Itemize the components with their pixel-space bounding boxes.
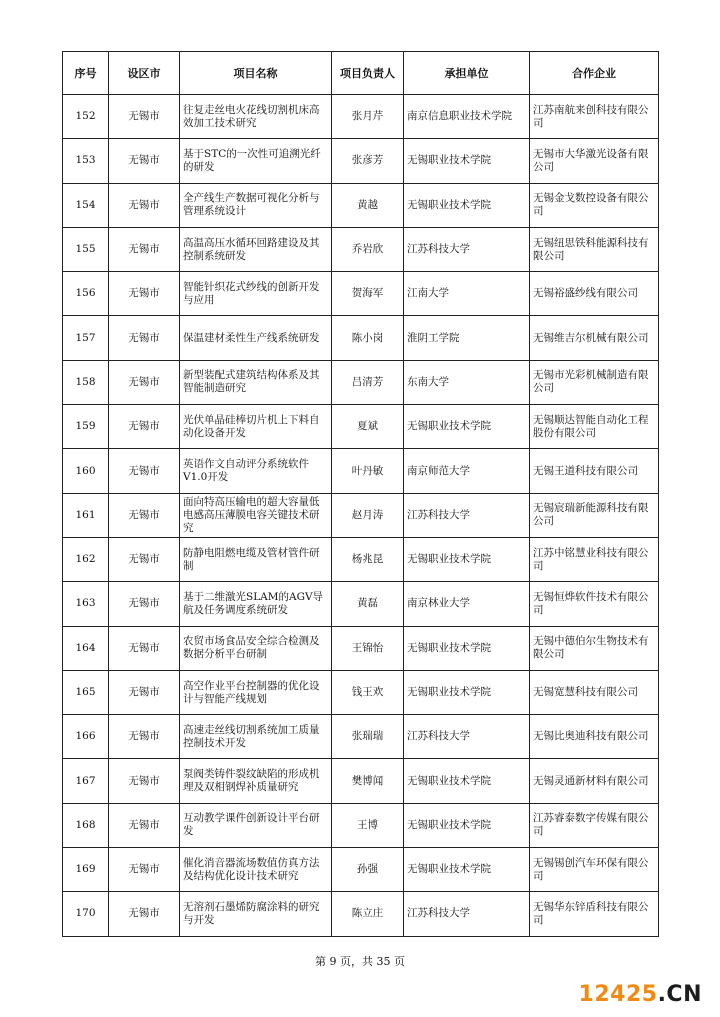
- cell-institution: 南京师范大学: [404, 449, 530, 493]
- table-row: [63, 183, 659, 227]
- table-row: [63, 139, 659, 183]
- cell-city: 无锡市: [109, 626, 180, 670]
- page-footer: 第 9 页，共 35 页: [315, 955, 405, 968]
- cell-city: 无锡市: [109, 670, 180, 714]
- cell-leader: 陈小岗: [332, 316, 404, 360]
- header-partner: 合作企业: [530, 52, 659, 95]
- cell-city: 无锡市: [109, 139, 180, 183]
- cell-index: 155: [63, 227, 109, 271]
- cell-institution: 无锡职业技术学院: [404, 848, 530, 892]
- table-row: [63, 405, 659, 449]
- cell-leader: 孙强: [332, 848, 404, 892]
- cell-city: 无锡市: [109, 493, 180, 537]
- cell-city: 无锡市: [109, 183, 180, 227]
- cell-institution: 无锡职业技术学院: [404, 183, 530, 227]
- cell-institution: 无锡职业技术学院: [404, 537, 530, 581]
- cell-institution: 无锡职业技术学院: [404, 803, 530, 847]
- cell-partner: 无锡王道科技有限公司: [530, 449, 659, 493]
- cell-index: 170: [63, 892, 109, 936]
- cell-project-name: 保温建材柔性生产线系统研发: [180, 316, 332, 360]
- cell-partner: 江苏睿泰数字传媒有限公司: [530, 803, 659, 847]
- table-row: [63, 316, 659, 360]
- cell-project-name: 无溶剂石墨烯防腐涂料的研究与开发: [180, 892, 332, 936]
- cell-leader: 樊博闻: [332, 759, 404, 803]
- cell-index: 161: [63, 493, 109, 537]
- cell-project-name: 全产线生产数据可视化分析与管理系统设计: [180, 183, 332, 227]
- cell-institution: 南京林业大学: [404, 582, 530, 626]
- cell-leader: 张彦芳: [332, 139, 404, 183]
- cell-index: 156: [63, 272, 109, 316]
- cell-leader: 叶丹敏: [332, 449, 404, 493]
- header-institution: 承担单位: [404, 52, 530, 95]
- cell-institution: 无锡职业技术学院: [404, 626, 530, 670]
- cell-partner: 无锡中德伯尔生物技术有限公司: [530, 626, 659, 670]
- cell-institution: 无锡职业技术学院: [404, 139, 530, 183]
- cell-project-name: 高速走丝线切割系统加工质量控制技术开发: [180, 715, 332, 759]
- cell-project-name: 催化消音器流场数值仿真方法及结构优化设计技术研究: [180, 848, 332, 892]
- table-row: [63, 803, 659, 847]
- cell-leader: 张月芹: [332, 95, 404, 139]
- cell-index: 152: [63, 95, 109, 139]
- cell-index: 165: [63, 670, 109, 714]
- cell-institution: 无锡职业技术学院: [404, 670, 530, 714]
- cell-institution: 江苏科技大学: [404, 227, 530, 271]
- table-row: [63, 670, 659, 714]
- cell-leader: 黄磊: [332, 582, 404, 626]
- project-table: [62, 51, 659, 937]
- cell-index: 159: [63, 405, 109, 449]
- cell-institution: 无锡职业技术学院: [404, 759, 530, 803]
- cell-city: 无锡市: [109, 848, 180, 892]
- table-row: [63, 892, 659, 936]
- cell-institution: 江苏科技大学: [404, 715, 530, 759]
- header-leader: 项目负责人: [332, 52, 404, 95]
- cell-city: 无锡市: [109, 582, 180, 626]
- cell-index: 163: [63, 582, 109, 626]
- cell-project-name: 高空作业平台控制器的优化设计与智能产线规划: [180, 670, 332, 714]
- cell-index: 160: [63, 449, 109, 493]
- cell-index: 164: [63, 626, 109, 670]
- cell-project-name: 基于二维激光SLAM的AGV导航及任务调度系统研发: [180, 582, 332, 626]
- cell-institution: 东南大学: [404, 360, 530, 404]
- table-row: [63, 759, 659, 803]
- cell-leader: 贺海军: [332, 272, 404, 316]
- cell-project-name: 智能针织花式纱线的创新开发与应用: [180, 272, 332, 316]
- cell-leader: 钱王欢: [332, 670, 404, 714]
- cell-project-name: 互动教学课件创新设计平台研发: [180, 803, 332, 847]
- cell-city: 无锡市: [109, 537, 180, 581]
- cell-leader: 乔岩欣: [332, 227, 404, 271]
- table-row: [63, 227, 659, 271]
- cell-city: 无锡市: [109, 316, 180, 360]
- cell-city: 无锡市: [109, 95, 180, 139]
- cell-project-name: 泵阀类铸件裂纹缺陷的形成机理及双相钢焊补质量研究: [180, 759, 332, 803]
- cell-project-name: 高温高压水循环回路建设及其控制系统研发: [180, 227, 332, 271]
- table-row: [63, 272, 659, 316]
- cell-institution: 江苏科技大学: [404, 892, 530, 936]
- cell-leader: 杨兆昆: [332, 537, 404, 581]
- cell-project-name: 农贸市场食品安全综合检测及数据分析平台研制: [180, 626, 332, 670]
- cell-index: 166: [63, 715, 109, 759]
- table-row: [63, 715, 659, 759]
- table-row: [63, 582, 659, 626]
- cell-partner: 无锡维吉尔机械有限公司: [530, 316, 659, 360]
- cell-leader: 王博: [332, 803, 404, 847]
- cell-city: 无锡市: [109, 715, 180, 759]
- cell-institution: 江南大学: [404, 272, 530, 316]
- cell-partner: 无锡华东锌盾科技有限公司: [530, 892, 659, 936]
- cell-index: 169: [63, 848, 109, 892]
- header-index: 序号: [63, 52, 109, 95]
- cell-institution: 江苏科技大学: [404, 493, 530, 537]
- table-body: [63, 95, 659, 937]
- cell-institution: 南京信息职业技术学院: [404, 95, 530, 139]
- table-header-row: [63, 52, 659, 95]
- cell-partner: 无锡纽思铁科能源科技有限公司: [530, 227, 659, 271]
- cell-index: 162: [63, 537, 109, 581]
- cell-partner: 无锡锡创汽车环保有限公司: [530, 848, 659, 892]
- cell-partner: 无锡裕盛纱线有限公司: [530, 272, 659, 316]
- cell-city: 无锡市: [109, 272, 180, 316]
- cell-index: 153: [63, 139, 109, 183]
- cell-partner: 无锡宽慧科技有限公司: [530, 670, 659, 714]
- cell-leader: 吕清芳: [332, 360, 404, 404]
- cell-city: 无锡市: [109, 449, 180, 493]
- cell-project-name: 英语作文自动评分系统软件V1.0开发: [180, 449, 332, 493]
- cell-index: 167: [63, 759, 109, 803]
- table-row: [63, 449, 659, 493]
- cell-partner: 无锡灵通新材料有限公司: [530, 759, 659, 803]
- table-row: [63, 360, 659, 404]
- cell-partner: 江苏中铭慧业科技有限公司: [530, 537, 659, 581]
- cell-project-name: 面向特高压输电的超大容量低电感高压薄膜电容关键技术研究: [180, 493, 332, 537]
- cell-city: 无锡市: [109, 360, 180, 404]
- watermark-domain: .CN: [657, 982, 702, 1007]
- cell-project-name: 往复走丝电火花线切割机床高效加工技术研究: [180, 95, 332, 139]
- cell-institution: 淮阴工学院: [404, 316, 530, 360]
- cell-index: 157: [63, 316, 109, 360]
- watermark-number: 12425: [578, 982, 658, 1007]
- cell-leader: 黄越: [332, 183, 404, 227]
- cell-institution: 无锡职业技术学院: [404, 405, 530, 449]
- cell-index: 168: [63, 803, 109, 847]
- cell-city: 无锡市: [109, 405, 180, 449]
- cell-leader: 张瑞瑞: [332, 715, 404, 759]
- header-city: 设区市: [109, 52, 180, 95]
- cell-city: 无锡市: [109, 759, 180, 803]
- cell-project-name: 基于STC的一次性可追溯光纤的研发: [180, 139, 332, 183]
- cell-project-name: 防静电阻燃电缆及管材管件研制: [180, 537, 332, 581]
- cell-leader: 夏斌: [332, 405, 404, 449]
- cell-partner: 无锡金戈数控设备有限公司: [530, 183, 659, 227]
- cell-project-name: 光伏单晶硅棒切片机上下料自动化设备开发: [180, 405, 332, 449]
- header-project-name: 项目名称: [180, 52, 332, 95]
- cell-leader: 陈立庄: [332, 892, 404, 936]
- cell-partner: 江苏南航来创科技有限公司: [530, 95, 659, 139]
- cell-partner: 无锡宸瑞新能源科技有限公司: [530, 493, 659, 537]
- cell-leader: 赵月涛: [332, 493, 404, 537]
- cell-partner: 无锡市大华激光设备有限公司: [530, 139, 659, 183]
- cell-index: 154: [63, 183, 109, 227]
- cell-city: 无锡市: [109, 227, 180, 271]
- cell-index: 158: [63, 360, 109, 404]
- cell-city: 无锡市: [109, 892, 180, 936]
- cell-project-name: 新型装配式建筑结构体系及其智能制造研究: [180, 360, 332, 404]
- cell-partner: 无锡市光彩机械制造有限公司: [530, 360, 659, 404]
- cell-partner: 无锡比奥迪科技有限公司: [530, 715, 659, 759]
- cell-leader: 王锦怡: [332, 626, 404, 670]
- table-row: [63, 95, 659, 139]
- table-row: [63, 493, 659, 537]
- cell-partner: 无锡恒烨软件技术有限公司: [530, 582, 659, 626]
- cell-partner: 无锡顺达智能自动化工程股份有限公司: [530, 405, 659, 449]
- table-row: [63, 626, 659, 670]
- site-watermark: [579, 982, 702, 1007]
- table-row: [63, 848, 659, 892]
- cell-city: 无锡市: [109, 803, 180, 847]
- table-row: [63, 537, 659, 581]
